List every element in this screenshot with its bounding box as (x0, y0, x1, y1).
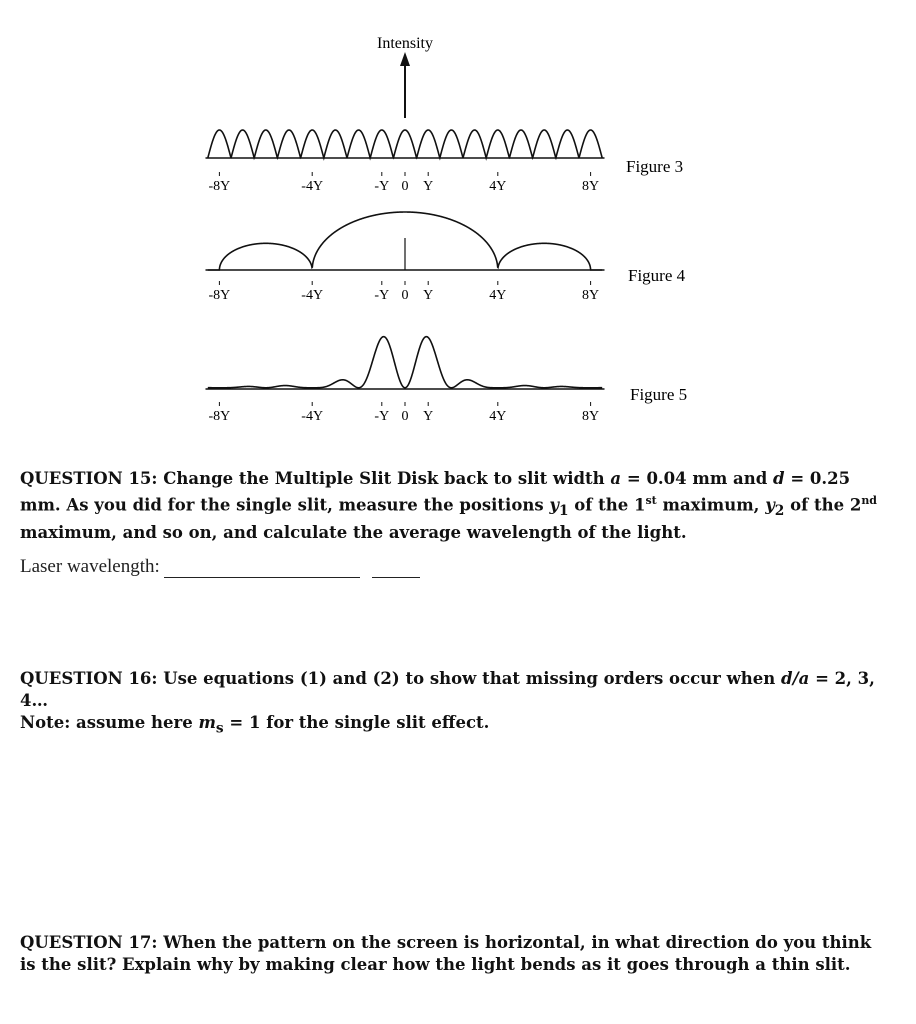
figure-5-tick-label: 0 (401, 409, 409, 424)
laser-wavelength-label: Laser wavelength: (20, 556, 160, 577)
figure-3-tick-label: 4Y (489, 179, 507, 194)
figure-3-tick-label: 8Y (582, 179, 600, 194)
figure-5-tick-label: 8Y (582, 409, 600, 424)
figure-4-tick-label: -8Y (208, 288, 231, 303)
figure-4-caption: Figure 4 (628, 266, 686, 285)
laser-wavelength-field[interactable] (20, 556, 420, 578)
question-15: QUESTION 15: Change the Multiple Slit Disk back to slit width a = 0.04 mm and d = 0.25 mm. As you did for the single slit, measure the positions $y_1$ of the 1st maximum, $y_2$ of the 2nd maximum, and so on, and calculate the average wavelength of the light. (20, 469, 878, 542)
figure-4-plot (205, 212, 604, 303)
figure-4-tick-label: 8Y (582, 288, 600, 303)
laser-wavelength-blank[interactable] (164, 559, 360, 578)
figure-4-tick-label: 0 (401, 288, 409, 303)
figure-4-tick-label: 4Y (489, 288, 507, 303)
figure-5-caption: Figure 5 (630, 385, 688, 404)
intensity-arrow-head (400, 52, 410, 66)
intensity-label: Intensity (377, 35, 433, 52)
figure-5-tick-label: -8Y (208, 409, 231, 424)
figure-3-caption: Figure 3 (626, 157, 684, 176)
figure-3-tick-label: 0 (401, 179, 409, 194)
figure-3-tick-label: -Y (374, 179, 390, 194)
figure-3-tick-label: -8Y (208, 179, 231, 194)
figure-5-plot (205, 337, 604, 424)
figure-5-curve (208, 337, 602, 388)
question-16: QUESTION 16: Use equations (1) and (2) to show that missing orders occur when d/a = 2, 3, 4… Note: assume here $m_s = 1$ for the single slit effect. (20, 669, 875, 737)
figure-3-plot (205, 130, 604, 194)
figure-5-tick-label: Y (423, 409, 434, 424)
figure-5-tick-label: -4Y (301, 409, 324, 424)
laser-wavelength-unit-blank[interactable] (372, 559, 420, 578)
figure-3-curve (208, 130, 602, 158)
question-17: QUESTION 17: When the pattern on the screen is horizontal, in what direction do you think is the slit? Explain why by making clear how the light bends as it goes through a thin slit. (20, 933, 872, 974)
figure-4-tick-label: -4Y (301, 288, 324, 303)
figure-3-tick-label: Y (423, 179, 434, 194)
figure-5-tick-label: -Y (374, 409, 390, 424)
figure-5-tick-label: 4Y (489, 409, 507, 424)
figure-3-tick-label: -4Y (301, 179, 324, 194)
diffraction-figures (0, 0, 916, 440)
figure-4-tick-label: -Y (374, 288, 390, 303)
figure-4-tick-label: Y (423, 288, 434, 303)
